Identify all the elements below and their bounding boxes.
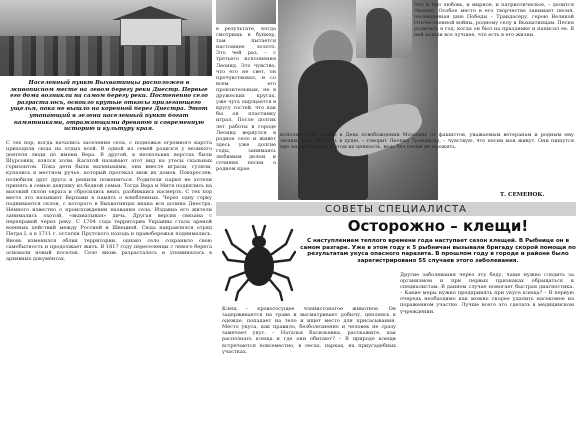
person-figure bbox=[366, 8, 392, 58]
section-banner: СОВЕТЫ СПЕЦИАЛИСТА bbox=[216, 202, 576, 216]
tick-icon bbox=[222, 218, 296, 302]
author-signature: Т. СЕМЕНОК. bbox=[500, 192, 545, 198]
article-title: Осторожно – клещи! bbox=[347, 217, 529, 235]
left-column-body: С тех пор, когда начались заселения села, с подножья огромного карста приходили сюда на отдых всей. В одной из семей родился у великого деятеля люди по имени Вера. В другой, в нескольких верстах были Шурсовки, взялся холм. Кагатой называют этот вид на утесы скальных горизонтов. Пока дети были маленькими, они вместе играли, гуляли, купались в местном ручье, который протекал меж их домов. Повзрослев, полюбили друг друга и решили пожениться. Родители парня не хотели принять в семью девушку из бедной семьи. Тогда Вера и Митя поднялись на высокий склон оврага и сбросились вниз, разбившись насмерть. С тех пор место это называют Верхами в память о влюбленных. Через одну горку поднимается склон, с которого в Выхватинцах видна вся долина Днестра. Немного известно о происхождении названия села. Издавна его жители занимались охотой, «выхватывая» дичь. Другая версия связана с переправой через реку. С 1704 года территория Украины стала ареной военных действий между Россией и Швецией. Сюда направлялся отряд Петра I, а в 1711 г. остатки Прутского похода и правобережья поднимались. Вновь изменился облик территории, однако село сохранило свою самобытность и продолжает жить. В 1817 году переселенцы с левого берега основали новый поселок. Село вновь разрасталось и упоминалось в архивных документах. bbox=[6, 140, 212, 262]
portrait-photo bbox=[356, 0, 412, 58]
article-lead: С наступлением теплого времени года наступает сезон клещей. В Рыбнице он в самом разгаре. Уже в этом году к 5 рыбничан вызывали бригаду скорой помощи по результатам укуса опасного паразита. В прошлом году в городе и районе было зарегистрировано 55 случаев этого заболевания. bbox=[300, 238, 576, 264]
middle-column-body: в результате, когда смотришь в бункер, там пытается настоящее золото. Это чей раз, – с третьего исполнения Леонид. Это чувство, что его не свет, он прочувствовал, и со всем его пронзительным, не в дружеских кругах, уже чуть ощущается в кругу гостей, что как бы он пластинку играл. После долгих лет работы в городе Леонид вернулся в родное село и живет здесь уже долгие годы, занимаясь любимым делом и сочиняя песни о родном крае. bbox=[216, 26, 276, 173]
article-body-right: Другие заболевания через эту беду, чаще нужно следить за организмом и при первых признаках обращаться к специалистам. В данном случае помогает быстрая диагностика. – Какие меры нужно предпринять при укусе клеща? – В первую очередь необходимо как можно скорее удалить насекомое на пораженном участке. Лучше всего это сделать в медицинском учреждении. bbox=[400, 272, 574, 315]
article-body-left: Клещ – кровососущее членистоногое животное. Он задерживается на траве и высматривает добычу, цепляясь к одежде, попадает на тело и ищет место для присасывания. Место укуса, как правило, безболезненно и человек не сразу замечает укус. – Наталья Васильевна, расскажите, как распознать клеща и где они обитают? – В природе клещи встречаются повсеместно, в лесах, парках, на приусадебных участках. bbox=[222, 306, 396, 355]
right-column-body: Это и про любовь, и мирное, и патриотическое, – делится Леонид. Особое место в его творчестве занимает песня, посвященная дню Победы – Трандасеру, герою Великой Отечественной войны, родному селу и Выхватинцам. Песня родилась в год, когда он был на празднике и написал ее. В ней нашли все лучшее, что есть в его жизни. bbox=[414, 2, 574, 39]
photo-caption: Населенный пункт Выхватинцы расположен в живописном месте на левом берегу реки Днестр. Первые его дома возникли на самом берегу реки. Постепенно село разрасталось, освоило крутые откосы прилегающего ущелья, пока не вышло на коренной берег Днестра. Этот утопающий в зелени населенный пункт богат памятниками, отражающими древнюю и современную историю и культуру края. bbox=[10, 80, 208, 133]
right-column-bottom: исполнял эту песню в День освобождения Молдовы от фашистов, уважаемым ветеранам и родным ему людям. Все, что есть в душе, – говорит Леонид Трандасер, – чувствую, что песни мои живут. Они пишутся про нашу жизнь и в этом их ценность, ведь без песни не прожить. bbox=[280, 132, 574, 151]
house-shape bbox=[120, 18, 182, 46]
small-photo bbox=[216, 0, 276, 24]
village-photo bbox=[0, 0, 212, 76]
